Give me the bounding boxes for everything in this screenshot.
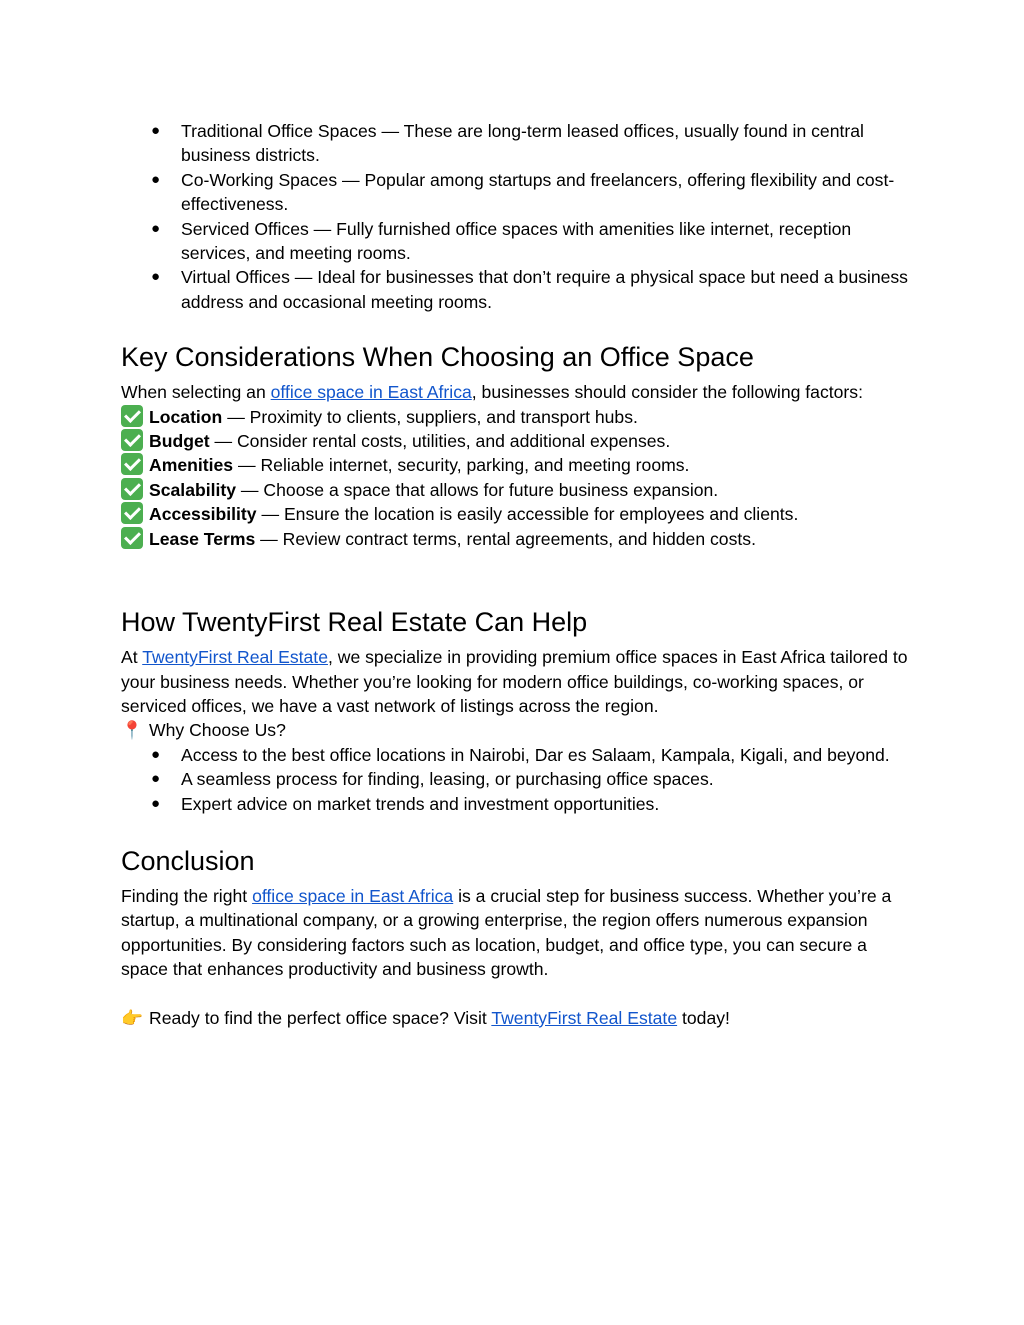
factor-item: Amenities — Reliable internet, security, parking, and meeting rooms. [121, 453, 911, 477]
benefits-list [121, 743, 911, 816]
check-mark-icon [121, 527, 143, 549]
bullet-icon: ● [151, 794, 161, 812]
list-item: ● Traditional Office Spaces — These are long-term leased offices, usually found in central business districts. [151, 121, 864, 166]
list-item: ● Virtual Offices — Ideal for businesses that don’t require a physical space but need a business address and occasional meeting rooms. [151, 267, 908, 312]
factor-item: Accessibility — Ensure the location is easily accessible for employees and clients. [121, 502, 911, 526]
section-paragraph: At TwentyFirst Real Estate, we specialize in providing premium office spaces in East Africa tailored to your business needs. Whether you’re looking for modern office buildings, co-working spaces, or serviced offices, we have a vast network of listings across the region. [121, 647, 908, 716]
bullet-icon: ● [151, 170, 161, 188]
call-to-action: 👉 Ready to find the perfect office space? Visit TwentyFirst Real Estate today! [121, 1006, 911, 1030]
section-intro: When selecting an office space in East Africa, businesses should consider the following factors: [121, 382, 863, 403]
twentyfirst-link[interactable]: TwentyFirst Real Estate [491, 1007, 678, 1028]
twentyfirst-link[interactable]: TwentyFirst Real Estate [142, 647, 328, 668]
section-heading-how-we-help: How TwentyFirst Real Estate Can Help [121, 607, 588, 638]
check-mark-icon [121, 502, 143, 524]
office-types-list [121, 119, 911, 314]
factors-list [121, 405, 911, 551]
factor-item: Location — Proximity to clients, suppliers, and transport hubs. [121, 405, 911, 429]
list-item: ● Access to the best office locations in Nairobi, Dar es Salaam, Kampala, Kigali, and beyond. [121, 743, 911, 767]
list-item: ● Serviced Offices — Fully furnished office spaces with amenities like internet, reception services, and meeting rooms. [151, 218, 852, 264]
pin-icon: 📍 [121, 720, 143, 741]
section-heading-conclusion: Conclusion [121, 845, 255, 876]
why-choose-us: 📍 Why Choose Us? [121, 718, 911, 742]
list-item: ● Co-Working Spaces — Popular among startups and freelancers, offering flexibility and cost-effectiveness. [151, 169, 895, 215]
conclusion-paragraph: Finding the right office space in East Africa is a crucial step for business success. Whether you’re a startup, a multinational company, or a growing enterprise, the region offers numerous expansion opportunities. By considering factors such as location, budget, and office type, you can secure a space that enhances productivity and business growth. [121, 885, 892, 980]
list-item: ● Expert advice on market trends and investment opportunities. [121, 792, 911, 816]
office-space-link[interactable]: office space in East Africa [270, 382, 472, 403]
bullet-icon: ● [151, 770, 161, 788]
factor-item: Lease Terms — Review contract terms, rental agreements, and hidden costs. [121, 527, 911, 551]
bullet-icon: ● [151, 219, 161, 237]
document-body [121, 119, 911, 1030]
factor-item: Scalability — Choose a space that allows for future business expansion. [121, 478, 911, 502]
check-mark-icon [121, 429, 143, 451]
office-space-link[interactable]: office space in East Africa [252, 885, 454, 906]
bullet-icon: ● [151, 745, 161, 763]
pointing-hand-icon: 👉 [121, 1007, 143, 1028]
check-mark-icon [121, 478, 143, 500]
section-heading-key-considerations: Key Considerations When Choosing an Office Space [121, 342, 754, 373]
bullet-icon: ● [151, 268, 161, 286]
factor-item: Budget — Consider rental costs, utilities, and additional expenses. [121, 429, 911, 453]
check-mark-icon [121, 453, 143, 475]
check-mark-icon [121, 405, 143, 427]
bullet-icon: ● [151, 122, 161, 139]
list-item: ● A seamless process for finding, leasing, or purchasing office spaces. [121, 767, 911, 791]
